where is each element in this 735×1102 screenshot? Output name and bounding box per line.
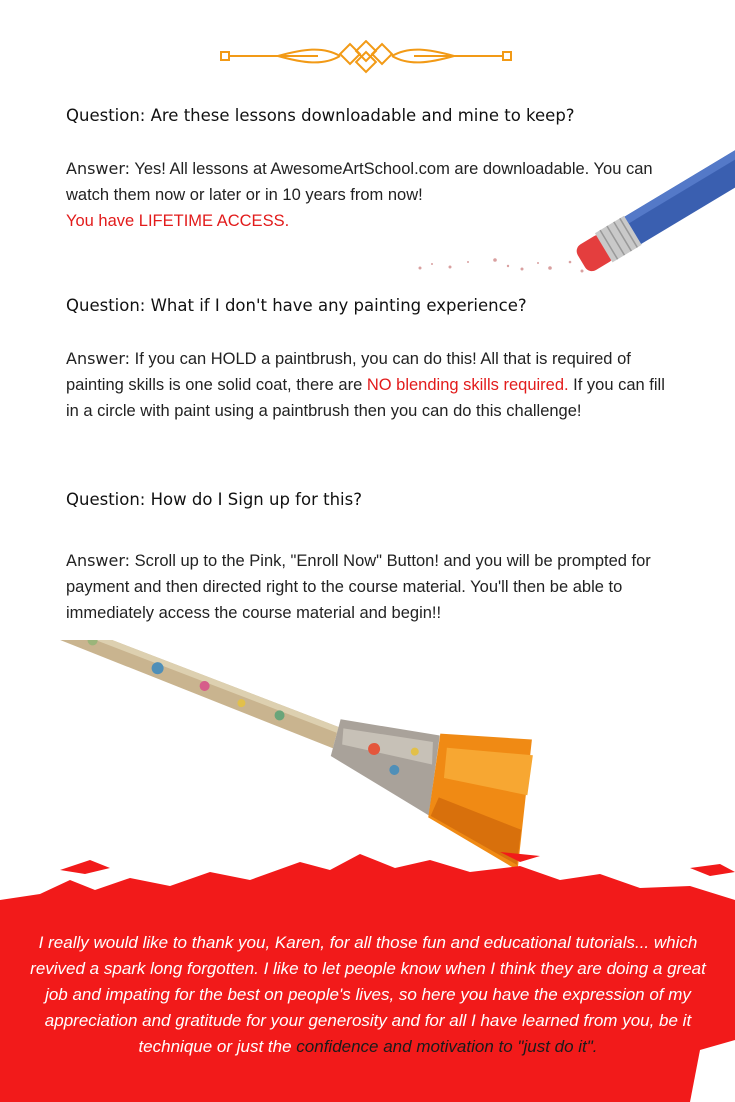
answer-label: Answer:	[66, 551, 131, 570]
paintbrush-illustration-icon	[0, 640, 600, 870]
answer-text: If you can HOLD a paintbrush, you can do this! All that is required of painting skills is one solid coat, there are	[66, 350, 631, 394]
faq-question-2: Question: What if I don't have any painting experience?	[66, 296, 527, 315]
answer-text: Yes! All lessons at AwesomeArtSchool.com are downloadable. You can watch them now or later or in 10 years from now!	[66, 160, 653, 204]
pencil-eraser-illustration-icon	[410, 150, 735, 290]
testimonial-text: I really would like to thank you, Karen, for all those fun and educational tutorials... which revived a spark long forgotten. I like to let people know when I think they are doing a great job and impating for the best on people's lives, so here you have the expression of my appreciation and gratitude for your generosity and for all I have learned from you, be it technique or just the	[30, 933, 706, 1056]
faq-answer-3	[66, 548, 666, 626]
answer-text: Scroll up to the Pink, "Enroll Now" Button! and you will be prompted for payment and then directed right to the course material. You'll then be able to immediately access the course material and begin!!	[66, 552, 651, 622]
answer-highlight: NO blending skills required.	[366, 376, 569, 394]
answer-text: If you can fill in a circle with paint using a paintbrush then you can do this challenge!	[66, 376, 665, 420]
testimonial-highlight: confidence and motivation to "just do it".	[296, 1037, 598, 1056]
answer-label: Answer:	[66, 349, 131, 368]
answer-label: Answer:	[66, 159, 131, 178]
answer-highlight: You have LIFETIME ACCESS.	[66, 212, 290, 230]
decorative-divider-ornament-icon	[218, 40, 514, 74]
faq-item-2	[66, 294, 686, 424]
faq-item-3	[66, 488, 686, 626]
faq-question-1: Question: Are these lessons downloadable and mine to keep?	[66, 106, 575, 125]
faq-question-3: Question: How do I Sign up for this?	[66, 490, 362, 509]
faq-answer-2	[66, 346, 666, 424]
testimonial-quote	[28, 930, 708, 1060]
